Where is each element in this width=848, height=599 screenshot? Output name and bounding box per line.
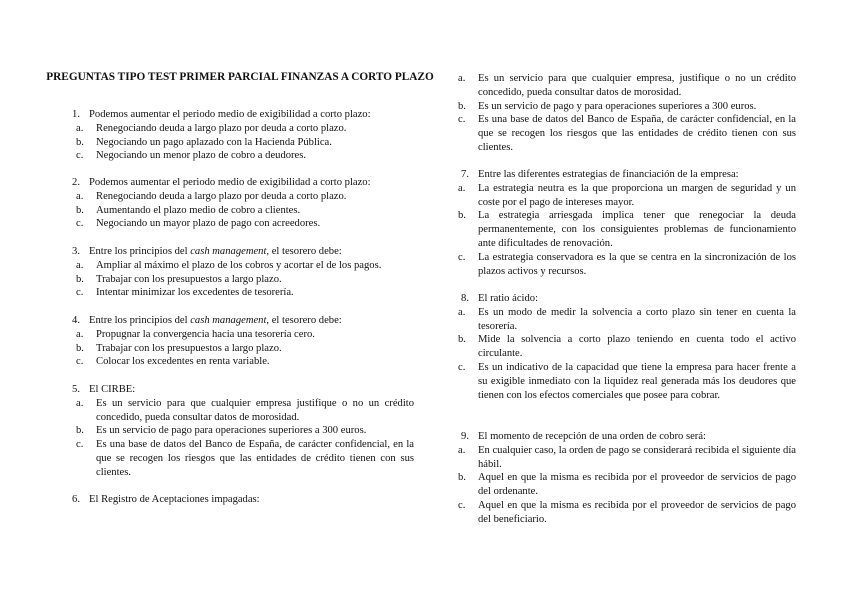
option-text: Mide la solvencia a corto plazo teniendo en cuenta todo el activo circulante.	[478, 334, 796, 360]
question-number: 8.	[461, 293, 469, 304]
option-a	[458, 72, 796, 100]
option-b	[76, 424, 414, 438]
question-number: 3.	[72, 246, 80, 257]
option-a	[458, 182, 796, 210]
option-letter: b.	[458, 210, 466, 222]
option-letter: c.	[76, 439, 84, 451]
option-b	[76, 342, 414, 356]
question-text: El CIRBE:	[89, 384, 136, 395]
option-text: Es un servicio de pago para operaciones superiores a 300 euros.	[96, 425, 367, 437]
option-c	[76, 286, 414, 300]
option-text: Negociando un mayor plazo de pago con acreedores.	[96, 218, 321, 230]
page-title: PREGUNTAS TIPO TEST PRIMER PARCIAL FINANZAS A CORTO PLAZO	[46, 71, 434, 83]
option-letter: a.	[458, 306, 466, 318]
option-text: Colocar los excedentes en renta variable.	[96, 356, 270, 368]
option-letter: b.	[76, 273, 84, 285]
option-letter: a.	[458, 182, 466, 194]
question-number: 4.	[72, 315, 80, 326]
option-letter: b.	[76, 425, 84, 437]
question-8	[460, 292, 796, 402]
option-text: La estrategia neutra es la que proporciona un margen de seguridad y un coste por el pago de intereses mayor.	[478, 182, 796, 208]
option-letter: c.	[458, 251, 466, 263]
option-text: Aumentando el plazo medio de cobro a clientes.	[96, 204, 301, 216]
question-number: 6.	[72, 494, 80, 505]
option-text: Aquel en que la misma es recibida por el proveedor de servicios de pago del ordenante.	[478, 472, 796, 498]
option-text: La estrategia arriesgada implica tener que renegociar la deuda permanentemente, con los consiguientes problemas de funcionamiento ante dificultades de renovación.	[478, 210, 796, 249]
option-letter: b.	[76, 204, 84, 216]
option-c	[76, 217, 414, 231]
question-text: Podemos aumentar el periodo medio de exigibilidad a corto plazo:	[89, 177, 371, 188]
option-letter: a.	[458, 73, 466, 84]
option-c	[458, 499, 796, 527]
option-text: Es un servicio para que cualquier empresa justifique o no un crédito concedido, pueda consultar datos de morosidad.	[96, 397, 414, 423]
option-a	[458, 444, 796, 472]
option-b	[458, 100, 796, 114]
option-text: En cualquier caso, la orden de pago se considerará recibida el siguiente día hábil.	[478, 444, 796, 470]
option-letter: b.	[458, 472, 466, 484]
cash-management-term: cash management	[190, 246, 267, 257]
option-a	[76, 328, 414, 342]
option-letter: b.	[76, 342, 84, 354]
option-letter: c.	[76, 150, 84, 162]
option-letter: b.	[458, 100, 466, 112]
option-letter: c.	[458, 114, 466, 126]
question-text: Entre los principios del cash management, el tesorero debe:	[89, 246, 342, 257]
option-text: Trabajar con los presupuestos a largo plazo.	[96, 342, 282, 354]
option-letter: a.	[458, 444, 466, 456]
question-text: Entre las diferentes estrategias de financiación de la empresa:	[478, 169, 739, 180]
option-text: Es un indicativo de la capacidad que tiene la empresa para hacer frente a su exigible inmediato con la liquidez real generada más los deudores que tienen con los efectos comerciales que posee para cobrar.	[478, 361, 796, 401]
option-text: Trabajar con los presupuestos a largo plazo.	[96, 273, 282, 285]
question-text: Podemos aumentar el periodo medio de exigibilidad a corto plazo:	[89, 109, 371, 120]
option-text: Ampliar al máximo el plazo de los cobros y acortar el de los pagos.	[96, 259, 382, 271]
question-number: 7.	[461, 169, 469, 180]
option-c	[76, 438, 414, 479]
option-b	[458, 471, 796, 499]
question-6	[62, 493, 414, 507]
option-c	[458, 251, 796, 279]
option-letter: a.	[76, 397, 84, 409]
question-5	[62, 383, 414, 480]
option-letter: a.	[76, 259, 84, 271]
option-c	[458, 361, 796, 402]
cash-management-term: cash management	[190, 315, 267, 326]
question-6-options	[460, 72, 796, 155]
question-1	[62, 108, 414, 163]
option-letter: c.	[76, 218, 84, 230]
option-text: Negociando un pago aplazado con la Hacienda Pública.	[96, 136, 332, 148]
option-c	[76, 355, 414, 369]
question-9	[460, 430, 796, 527]
option-letter: b.	[458, 334, 466, 346]
question-number: 9.	[461, 431, 469, 442]
option-c	[458, 113, 796, 154]
question-7	[460, 168, 796, 278]
option-text: Aquel en que la misma es recibida por el proveedor de servicios de pago del beneficiario.	[478, 499, 796, 525]
option-text: Es una base de datos del Banco de España, de carácter confidencial, en la que se recogen los riesgos que las entidades de crédito tienen con sus clientes.	[478, 114, 796, 153]
question-text: Entre los principios del cash management, el tesorero debe:	[89, 315, 342, 326]
option-text: Es un servicio para que cualquier empresa, justifique o no un crédito concedido, pueda consultar datos de morosidad.	[478, 73, 796, 98]
option-b	[458, 209, 796, 250]
option-text: Renegociando deuda a largo plazo por deuda a corto plazo.	[96, 122, 347, 134]
option-text: Es un servicio de pago y para operaciones superiores a 300 euros.	[478, 100, 757, 112]
option-text: Intentar minimizar los excedentes de tesorería.	[96, 287, 294, 299]
option-c	[76, 149, 414, 163]
option-letter: c.	[76, 287, 84, 299]
option-letter: c.	[458, 361, 466, 373]
option-b	[76, 136, 414, 150]
option-text: Propugnar la convergencia hacia una tesorería cero.	[96, 328, 315, 340]
question-text: El momento de recepción de una orden de cobro será:	[478, 431, 706, 442]
option-a	[76, 190, 414, 204]
option-letter: a.	[76, 190, 84, 202]
question-4	[62, 314, 414, 369]
question-text: El ratio ácido:	[478, 293, 539, 304]
option-text: La estrategia conservadora es la que se centra en la sincronización de los plazos activos y recursos.	[478, 251, 796, 277]
option-b	[76, 273, 414, 287]
option-letter: a.	[76, 122, 84, 134]
question-3	[62, 245, 414, 300]
question-number: 2.	[72, 177, 80, 188]
option-text: Es una base de datos del Banco de España, de carácter confidencial, en la que se recogen los riesgos que las entidades de crédito tienen con sus clientes.	[96, 439, 414, 478]
option-letter: c.	[458, 499, 466, 511]
option-text: Negociando un menor plazo de cobro a deudores.	[96, 150, 307, 162]
option-a	[76, 259, 414, 273]
option-a	[458, 306, 796, 334]
question-text: El Registro de Aceptaciones impagadas:	[89, 494, 260, 505]
option-text: Renegociando deuda a largo plazo por deuda a corto plazo.	[96, 190, 347, 202]
option-b	[76, 204, 414, 218]
option-letter: b.	[76, 136, 84, 148]
option-b	[458, 333, 796, 361]
option-a	[76, 122, 414, 136]
question-number: 1.	[72, 109, 80, 120]
question-number: 5.	[72, 384, 80, 395]
question-2	[62, 176, 414, 231]
option-text: Es un modo de medir la solvencia a corto plazo sin tener en cuenta la tesorería.	[478, 306, 796, 332]
option-letter: c.	[76, 356, 84, 368]
option-a	[76, 397, 414, 425]
option-letter: a.	[76, 328, 84, 340]
